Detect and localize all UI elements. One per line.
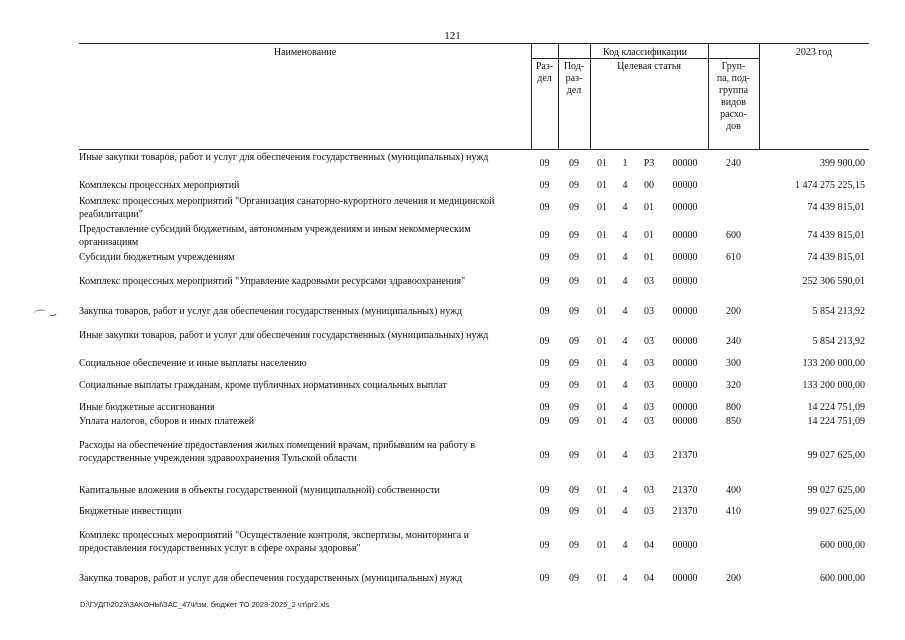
row-code-t2: 4	[622, 402, 628, 413]
row-code-v: 850	[726, 416, 741, 427]
row-code-t4: 00000	[672, 336, 698, 347]
row-code-t4: 00000	[672, 276, 698, 287]
row-code-t3: 04	[644, 540, 654, 551]
row-code-t4: 21370	[672, 506, 698, 517]
row-code-t3: 01	[644, 230, 654, 241]
row-code-t4: 00000	[672, 180, 698, 191]
row-code-t1: 01	[597, 158, 607, 169]
row-code-t3: 03	[644, 416, 654, 427]
row-code-t3: 00	[644, 180, 654, 191]
row-code-t1: 01	[597, 380, 607, 391]
row-name: Социальное обеспечение и иные выплаты населению	[79, 358, 307, 369]
row-code-r: 09	[539, 506, 550, 517]
header-name: Наименование	[273, 47, 337, 58]
row-code-t2: 4	[622, 380, 628, 391]
row-code-t4: 00000	[672, 358, 698, 369]
header-year: 2023 год	[795, 47, 833, 58]
row-code-p: 09	[569, 252, 579, 263]
row-code-t1: 01	[597, 416, 607, 427]
row-name: Комплексы процессных мероприятий	[79, 180, 240, 191]
row-code-v: 800	[726, 402, 741, 413]
row-code-r: 09	[539, 158, 550, 169]
row-code-t1: 01	[597, 202, 607, 213]
table-header	[79, 43, 869, 150]
row-amount: 133 200 000,00	[802, 380, 865, 391]
row-code-r: 09	[539, 402, 550, 413]
row-name: Комплекс процессных мероприятий "Управление кадровыми ресурсами здравоохранения"	[79, 276, 466, 287]
row-code-t2: 4	[622, 336, 628, 347]
row-code-t2: 4	[622, 506, 628, 517]
row-code-t2: 1	[622, 158, 628, 169]
row-code-v: 240	[726, 158, 741, 169]
row-amount: 14 224 751,09	[807, 416, 865, 427]
row-code-p: 09	[569, 180, 579, 191]
row-amount: 14 224 751,09	[807, 402, 865, 413]
row-code-t1: 01	[597, 230, 607, 241]
margin-mark: ⌒ ⌣	[33, 306, 59, 324]
row-code-t3: 03	[644, 358, 654, 369]
row-code-v: 610	[726, 252, 741, 263]
row-code-r: 09	[539, 485, 550, 496]
row-code-p: 09	[569, 202, 579, 213]
row-name: Расходы на обеспечение предоставления жилых помещений врачам, прибывшим на работу в государственные учреждения здравоохранения Тульской области	[79, 440, 476, 464]
row-code-t2: 4	[622, 358, 628, 369]
row-name: Субсидии бюджетным учреждениям	[79, 252, 235, 263]
row-code-t3: 01	[644, 252, 654, 263]
row-code-t2: 4	[622, 485, 628, 496]
row-code-p: 09	[569, 450, 579, 461]
row-code-t1: 01	[597, 306, 607, 317]
row-name: Комплекс процессных мероприятий "Осуществление контроля, экспертизы, мониторинга и предоставления государственных услуг в сфере охраны здоровья"	[79, 530, 469, 554]
row-code-p: 09	[569, 306, 579, 317]
row-code-p: 09	[569, 230, 579, 241]
row-code-v: 600	[726, 230, 741, 241]
row-code-t1: 01	[597, 506, 607, 517]
row-code-t4: 00000	[672, 573, 698, 584]
row-code-t3: Р3	[643, 158, 655, 169]
page-number: 121	[444, 30, 461, 42]
row-code-r: 09	[539, 252, 550, 263]
row-code-p: 09	[569, 416, 579, 427]
row-amount: 1 474 275 225,15	[795, 180, 865, 191]
row-code-v: 410	[726, 506, 741, 517]
row-code-r: 09	[539, 380, 550, 391]
row-name: Закупка товаров, работ и услуг для обеспечения государственных (муниципальных) нужд	[79, 573, 463, 584]
row-amount: 600 000,00	[820, 573, 865, 584]
row-amount: 600 000,00	[820, 540, 865, 551]
row-code-t3: 03	[644, 450, 654, 461]
row-amount: 5 854 213,92	[812, 306, 865, 317]
row-amount: 74 439 815,01	[807, 230, 865, 241]
row-amount: 99 027 625,00	[807, 485, 865, 496]
row-code-p: 09	[569, 276, 579, 287]
row-code-p: 09	[569, 573, 579, 584]
row-code-t3: 03	[644, 506, 654, 517]
row-code-t4: 00000	[672, 306, 698, 317]
row-code-t1: 01	[597, 276, 607, 287]
row-code-t4: 00000	[672, 202, 698, 213]
row-amount: 99 027 625,00	[807, 506, 865, 517]
row-amount: 99 027 625,00	[807, 450, 865, 461]
row-amount: 399 900,00	[820, 158, 865, 169]
row-code-v: 400	[726, 485, 741, 496]
row-code-t2: 4	[622, 276, 628, 287]
row-code-t2: 4	[622, 450, 628, 461]
row-name: Иные закупки товаров, работ и услуг для обеспечения государственных (муниципальных) нужд	[79, 330, 489, 341]
header-podrazdel: Под- раз- дел	[563, 61, 585, 96]
file-path-footer: D:\ГУДП\2023\ЗАКОНЫ\ЗАС_47\Изм. бюджет ТО 2023-2025_2 чт\pr2.xls	[80, 600, 330, 609]
row-amount: 133 200 000,00	[802, 358, 865, 369]
row-code-p: 09	[569, 358, 579, 369]
row-code-t2: 4	[622, 573, 628, 584]
row-code-t1: 01	[597, 402, 607, 413]
row-code-t2: 4	[622, 202, 628, 213]
row-code-t2: 4	[622, 416, 628, 427]
row-code-v: 200	[726, 306, 741, 317]
row-code-t1: 01	[597, 252, 607, 263]
row-code-t4: 00000	[672, 402, 698, 413]
row-code-t1: 01	[597, 180, 607, 191]
row-code-p: 09	[569, 506, 579, 517]
row-code-t1: 01	[597, 358, 607, 369]
row-name: Закупка товаров, работ и услуг для обеспечения государственных (муниципальных) нужд	[79, 306, 463, 317]
row-code-t4: 00000	[672, 158, 698, 169]
row-code-p: 09	[569, 158, 579, 169]
row-code-p: 09	[569, 336, 579, 347]
row-code-t2: 4	[622, 306, 628, 317]
row-code-t1: 01	[597, 573, 607, 584]
row-name: Иные бюджетные ассигнования	[79, 402, 215, 413]
row-code-p: 09	[569, 540, 579, 551]
row-code-t4: 00000	[672, 416, 698, 427]
row-code-t4: 00000	[672, 252, 698, 263]
row-code-t2: 4	[622, 230, 628, 241]
row-code-p: 09	[569, 402, 579, 413]
row-name: Иные закупки товаров, работ и услуг для обеспечения государственных (муниципальных) нужд	[79, 152, 489, 163]
row-code-r: 09	[539, 180, 550, 191]
row-name: Бюджетные инвестиции	[79, 506, 182, 517]
row-name: Предоставление субсидий бюджетным, автономным учреждениям и иным некоммерческим организациям	[79, 224, 471, 248]
row-code-v: 320	[726, 380, 741, 391]
row-code-r: 09	[539, 306, 550, 317]
row-code-t1: 01	[597, 336, 607, 347]
row-code-v: 240	[726, 336, 741, 347]
row-code-t1: 01	[597, 485, 607, 496]
row-code-t3: 03	[644, 380, 654, 391]
row-name: Социальные выплаты гражданам, кроме публичных нормативных социальных выплат	[79, 380, 447, 391]
header-code: Код классификации	[602, 47, 688, 58]
row-code-t4: 00000	[672, 540, 698, 551]
row-code-r: 09	[539, 336, 550, 347]
header-target: Целевая статья	[617, 61, 681, 72]
row-code-t2: 4	[622, 252, 628, 263]
row-code-r: 09	[539, 450, 550, 461]
row-code-t2: 4	[622, 540, 628, 551]
row-name: Уплата налогов, сборов и иных платежей	[79, 416, 255, 427]
row-code-t3: 03	[644, 485, 654, 496]
row-code-t3: 01	[644, 202, 654, 213]
row-amount: 74 439 815,01	[807, 202, 865, 213]
row-code-r: 09	[539, 358, 550, 369]
row-code-t4: 00000	[672, 230, 698, 241]
row-code-t4: 00000	[672, 380, 698, 391]
row-name: Капитальные вложения в объекты государственной (муниципальной) собственности	[79, 485, 440, 496]
row-code-r: 09	[539, 276, 550, 287]
row-code-t3: 04	[644, 573, 654, 584]
row-code-r: 09	[539, 230, 550, 241]
header-razdel: Раз- дел	[535, 61, 554, 84]
row-amount: 5 854 213,92	[812, 336, 865, 347]
header-vid: Груп- па, под- группа видов расхо- дов	[716, 61, 751, 132]
row-code-t1: 01	[597, 450, 607, 461]
row-amount: 252 306 590,01	[802, 276, 865, 287]
row-code-t1: 01	[597, 540, 607, 551]
row-code-r: 09	[539, 540, 550, 551]
row-code-r: 09	[539, 573, 550, 584]
row-code-t4: 21370	[672, 485, 698, 496]
row-code-r: 09	[539, 202, 550, 213]
row-code-v: 200	[726, 573, 741, 584]
row-code-p: 09	[569, 380, 579, 391]
row-code-t4: 21370	[672, 450, 698, 461]
row-code-t2: 4	[622, 180, 628, 191]
row-code-t3: 03	[644, 402, 654, 413]
row-code-r: 09	[539, 416, 550, 427]
row-code-t3: 03	[644, 276, 654, 287]
row-code-t3: 03	[644, 306, 654, 317]
row-code-p: 09	[569, 485, 579, 496]
row-amount: 74 439 815,01	[807, 252, 865, 263]
row-code-v: 300	[726, 358, 741, 369]
row-name: Комплекс процессных мероприятий "Организация санаторно-курортного лечения и медицинской реабилитации"	[79, 196, 495, 220]
row-code-t3: 03	[644, 336, 654, 347]
